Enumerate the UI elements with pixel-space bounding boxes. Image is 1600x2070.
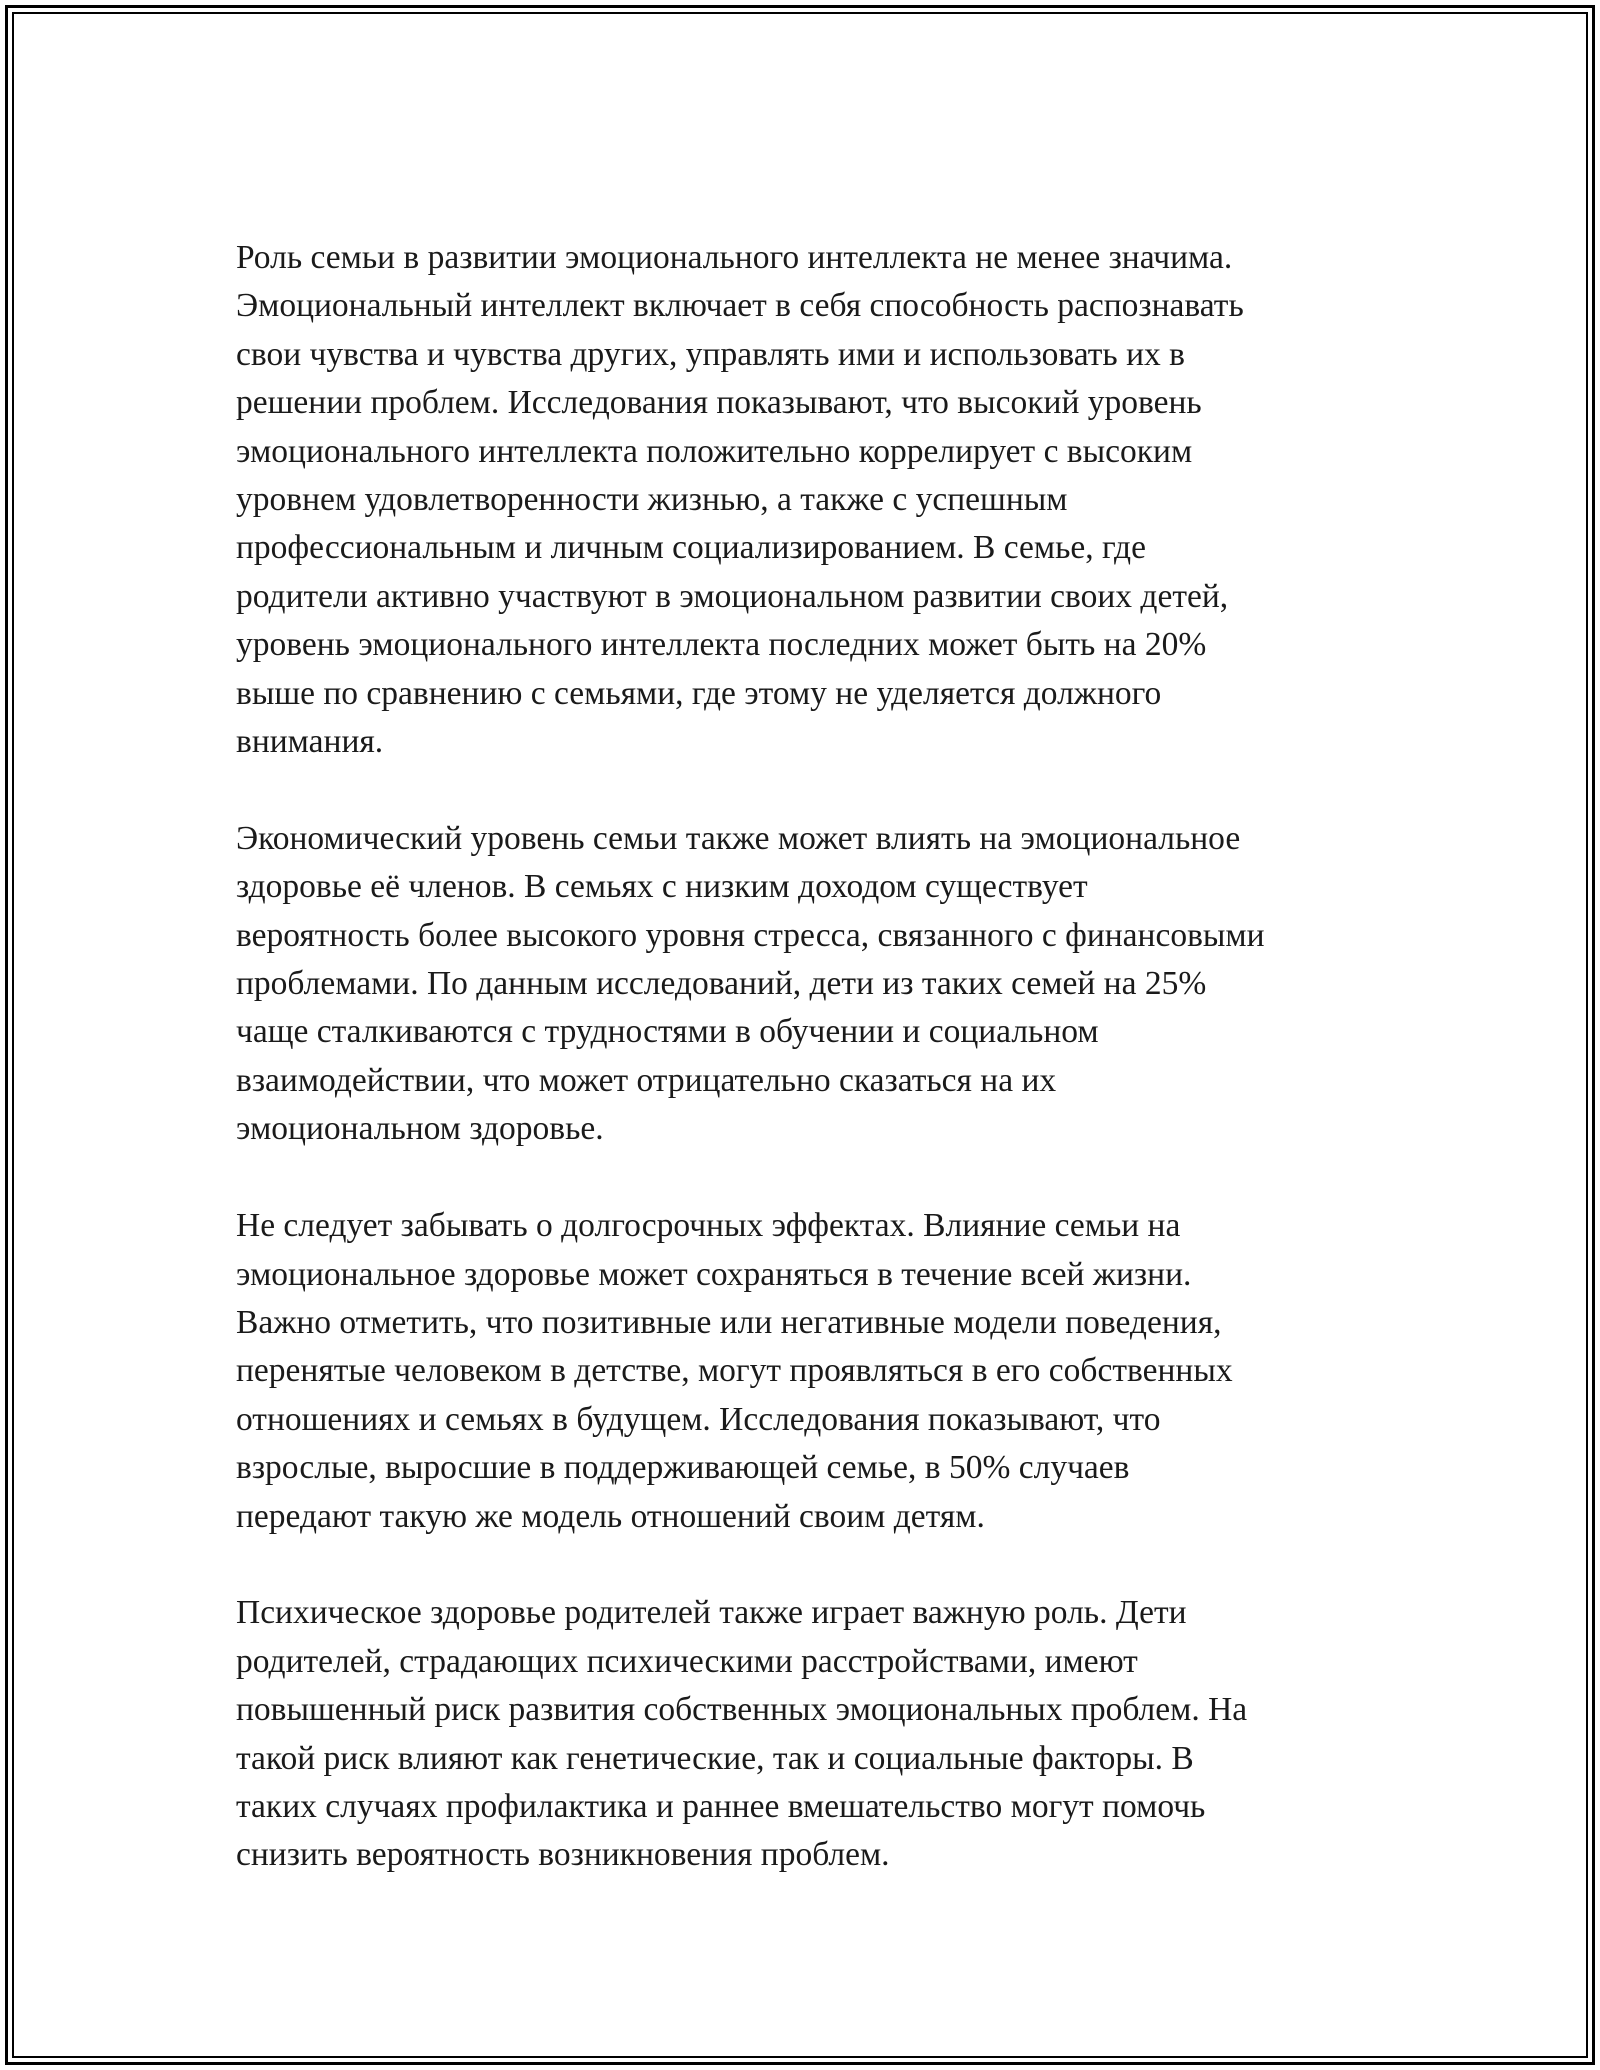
text-line: Экономический уровень семьи также может влиять на эмоциональное: [236, 819, 1241, 857]
text-line: Психическое здоровье родителей также играет важную роль. Дети: [236, 1594, 1187, 1632]
text-line: таких случаях профилактика и раннее вмешательство могут помочь: [236, 1787, 1206, 1825]
text-line: эмоциональном здоровье.: [236, 1110, 604, 1148]
text-line: родителей, страдающих психическими расстройствами, имеют: [236, 1642, 1138, 1680]
text-line: эмоциональное здоровье может сохраняться в течение всей жизни.: [236, 1255, 1192, 1293]
text-line: профессиональным и личным социализированием. В семье, где: [236, 529, 1146, 567]
text-line: вероятность более высокого уровня стресса, связанного с финансовыми: [236, 916, 1265, 954]
document-body: [236, 234, 1376, 1928]
text-line: передают такую же модель отношений своим детям.: [236, 1497, 985, 1535]
paragraph-emotional-intelligence: [236, 234, 1376, 766]
text-line: Эмоциональный интеллект включает в себя способность распознавать: [236, 287, 1244, 325]
text-line: проблемами. По данным исследований, дети из таких семей на 25%: [236, 965, 1207, 1003]
paragraph-parental-mental-health: [236, 1589, 1376, 1879]
text-line: отношениях и семьях в будущем. Исследования показывают, что: [236, 1400, 1161, 1438]
text-line: повышенный риск развития собственных эмоциональных проблем. На: [236, 1691, 1248, 1729]
text-line: Важно отметить, что позитивные или негативные модели поведения,: [236, 1303, 1222, 1341]
text-line: снизить вероятность возникновения проблем.: [236, 1836, 890, 1874]
text-line: эмоционального интеллекта положительно коррелирует с высоким: [236, 432, 1193, 470]
text-line: внимания.: [236, 723, 384, 761]
text-line: уровень эмоционального интеллекта последних может быть на 20%: [236, 626, 1207, 664]
text-line: решении проблем. Исследования показывают, что высокий уровень: [236, 384, 1202, 422]
text-line: Не следует забывать о долгосрочных эффектах. Влияние семьи на: [236, 1207, 1181, 1245]
paragraph-long-term-effects: [236, 1202, 1376, 1541]
text-line: уровнем удовлетворенности жизнью, а также с успешным: [236, 481, 1068, 519]
text-line: перенятые человеком в детстве, могут проявляться в его собственных: [236, 1352, 1233, 1390]
text-line: родители активно участвуют в эмоциональном развитии своих детей,: [236, 577, 1229, 615]
text-line: взаимодействии, что может отрицательно сказаться на их: [236, 1061, 1057, 1099]
text-line: взрослые, выросшие в поддерживающей семье, в 50% случаев: [236, 1449, 1130, 1487]
paragraph-economic-level: [236, 815, 1376, 1154]
text-line: свои чувства и чувства других, управлять ими и использовать их в: [236, 335, 1185, 373]
text-line: выше по сравнению с семьями, где этому не уделяется должного: [236, 674, 1162, 712]
text-line: такой риск влияют как генетические, так и социальные факторы. В: [236, 1739, 1194, 1777]
text-line: Роль семьи в развитии эмоционального интеллекта не менее значима.: [236, 239, 1233, 276]
text-line: чаще сталкиваются с трудностями в обучении и социальном: [236, 1013, 1099, 1051]
text-line: здоровье её членов. В семьях с низким доходом существует: [236, 868, 1088, 906]
